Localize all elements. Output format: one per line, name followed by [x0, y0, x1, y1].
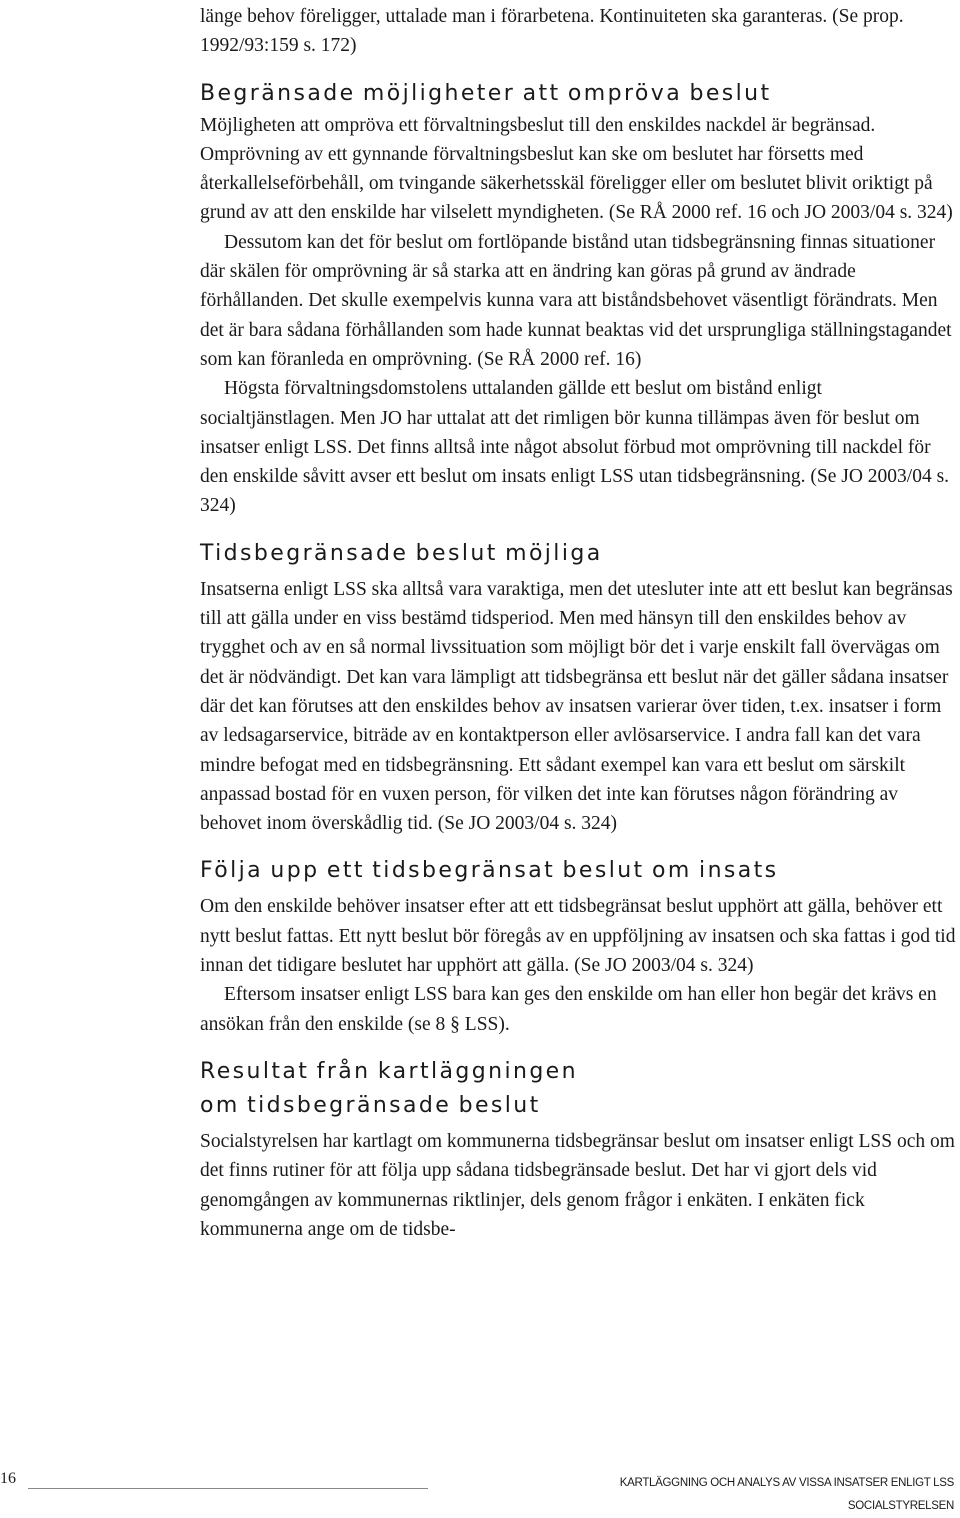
heading-tidsbegransade: Tidsbegränsade beslut möjliga — [200, 540, 603, 566]
footer-doc-title: KARTLÄGGNING OCH ANALYS AV VISSA INSATSER ENLIGT LSS — [619, 1477, 954, 1489]
heading-resultat-line2: om tidsbegränsade beslut — [200, 1092, 541, 1118]
paragraph-hogsta: Högsta förvaltningsdomstolens uttalanden gällde ett beslut om bistånd enligt socialtjänstlagen. Men JO har uttalat att det rimligen bör kunna tillämpas även för beslut om insatser enligt LSS. Det finns alltså inte något absolut förbud mot omprövning till nackdel för den enskilde såvitt avser ett beslut om insats enligt LSS utan tidsbegränsning. (Se JO 2003/04 s. 324) — [200, 378, 950, 517]
paragraph-dessutom: Dessutom kan det för beslut om fortlöpande bistånd utan tidsbegränsning finnas situationer där skälen för omprövning är så starka att en ändring kan göras på grund av ändrade förhållanden. Det skulle exempelvis kunna vara att biståndsbehovet väsentligt förändrats. Men det är bara sådana förhållanden som hade kunnat beaktas vid det ursprungliga ställningstagandet som kan föranleda en omprövning. (Se RÅ 2000 ref. 16) — [200, 231, 952, 370]
heading-resultat — [200, 1055, 956, 1123]
heading-folja-upp: Följa upp ett tidsbegränsat beslut om insats — [200, 858, 779, 884]
footer-rule — [28, 1488, 428, 1489]
paragraph-intro: länge behov föreligger, uttalade man i förarbetena. Kontinuiteten ska garanteras. (Se prop. 1992/93:159 s. 172) — [200, 6, 904, 57]
page-body — [200, 0, 956, 1244]
paragraph-socialstyrelsen: Socialstyrelsen har kartlagt om kommunerna tidsbegränsar beslut om insatser enligt LSS och om det finns rutiner för att följa upp sådana tidsbegränsade beslut. Det har vi gjort dels vid genomgången av kommunernas riktlinjer, dels genom frågor i enkäten. I enkäten fick kommunerna ange om de tidsbe- — [200, 1130, 955, 1240]
paragraph-omprovning: Möjligheten att ompröva ett förvaltningsbeslut till den enskildes nackdel är begränsad. Omprövning av ett gynnande förvaltningsbeslut kan ske om beslutet har försetts med återkallelseförbehåll, om tvingande säkerhetsskäl föreligger eller om beslutet blivit oriktigt på grund av att den enskilde har vilselett myndigheten. (Se RÅ 2000 ref. 16 och JO 2003/04 s. 324) — [200, 114, 953, 224]
paragraph-eftersom: Eftersom insatser enligt LSS bara kan ges den enskilde om han eller hon begär det krävs en ansökan från den enskilde (se 8 § LSS). — [200, 984, 937, 1035]
heading-ompröva: Begränsade möjligheter att ompröva beslut — [200, 80, 772, 106]
footer-title — [620, 1472, 954, 1518]
paragraph-om-den-enskilde: Om den enskilde behöver insatser efter att ett tidsbegränsat beslut upphört att gälla, behöver ett nytt beslut fattas. Ett nytt beslut bör föregås av en uppföljning av insatsen och ska fattas i god tid innan det tidigare beslutet har upphört att gälla. (Se JO 2003/04 s. 324) — [200, 896, 956, 977]
paragraph-insatserna: Insatserna enligt LSS ska alltså vara varaktiga, men det utesluter inte att ett beslut kan begränsas till att gälla under en viss bestämd tidsperiod. Men med hänsyn till den enskildes behov av trygghet och av en så normal livssituation som möjligt bör det i varje enskilt fall övervägas om det är nödvändigt. Det kan vara lämpligt att tidsbegränsa ett beslut när det gäller sådana insatser där det kan förutses att den enskildes behov av insatsen varierar över tiden, t.ex. insatser i form av ledsagarservice, biträde av en kontaktperson eller avlösarservice. I andra fall kan det vara mindre befogat med en tidsbegränsning. Ett sådant exempel kan vara ett beslut om särskilt anpassad bostad för en vuxen person, för vilken det inte kan förutses någon förändring av behovet inom överskådlig tid. (Se JO 2003/04 s. 324) — [200, 578, 953, 835]
page-number: 16 — [0, 1470, 16, 1487]
heading-resultat-line1: Resultat från kartläggningen — [200, 1058, 578, 1084]
footer-publisher: SOCIALSTYRELSEN — [847, 1500, 954, 1512]
